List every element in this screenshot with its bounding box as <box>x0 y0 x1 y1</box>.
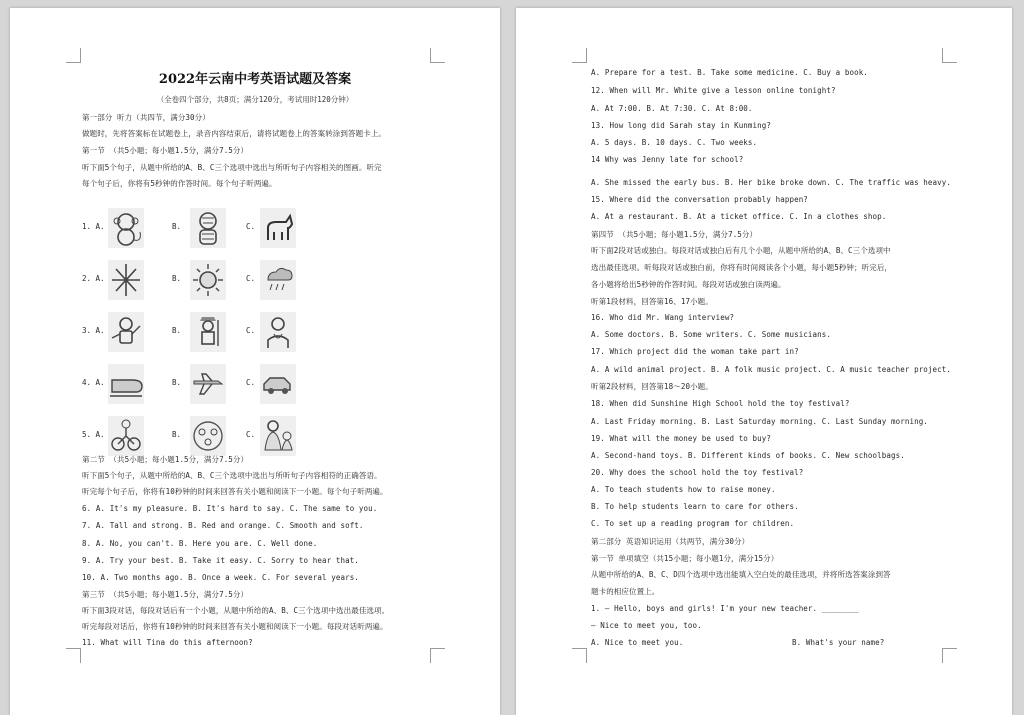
text-line: 第二部分 英语知识运用（共两节，满分30分） <box>591 537 750 546</box>
crop-mark-bottom-left <box>572 648 587 663</box>
text-line: A. At 7:00. B. At 7:30. C. At 8:00. <box>591 104 753 113</box>
text-line: 从题中所给的A、B、C、D四个选项中选出能填入空白处的最佳选项，并将所选答案涂到答 <box>591 570 891 579</box>
crop-mark-bottom-right <box>942 648 957 663</box>
cycling-family-icon[interactable] <box>108 416 144 456</box>
text-line: 12. When will Mr. White give a lesson online tonight? <box>591 86 836 95</box>
document-page-left <box>10 8 500 715</box>
car-icon[interactable] <box>260 364 296 404</box>
text-line: 第一部分 听力（共四节，满分30分） <box>82 113 210 122</box>
text-line: 13. How long did Sarah stay in Kunming? <box>591 121 771 130</box>
text-line: A. She missed the early bus. B. Her bike broke down. C. The traffic was heavy. <box>591 178 951 187</box>
text-line: 选出最佳选项。听每段对话或独白前，你将有时间阅读各个小题，每小题5秒钟；听完后， <box>591 263 893 272</box>
document-page-right <box>516 8 1012 715</box>
train-icon[interactable] <box>108 364 144 404</box>
question-number: 5. A. <box>82 430 105 439</box>
farmer-icon[interactable] <box>190 312 226 352</box>
question-number: 1. A. <box>82 222 105 231</box>
option-b-label: B. <box>172 326 182 335</box>
crop-mark-top-left <box>66 48 81 63</box>
text-line: 听完每段对话后，你将有10秒钟的时间来回答有关小题和阅读下一小题。每段对话听两遍。 <box>82 622 388 631</box>
option-c-label: C. <box>246 378 256 387</box>
document-subtitle: （全卷四个部分，共8页；满分120分，考试用时120分钟） <box>156 95 354 104</box>
mother-child-icon[interactable] <box>260 416 296 456</box>
text-line: 16. Who did Mr. Wang interview? <box>591 313 735 322</box>
text-line: 做题时，先将答案标在试题卷上，录音内容结束后，请将试题卷上的答案转涂到答题卡上。 <box>82 129 386 138</box>
text-line: 14 Why was Jenny late for school? <box>591 155 744 164</box>
text-line: 15. Where did the conversation probably happen? <box>591 195 808 204</box>
option-c-label: C. <box>246 274 256 283</box>
text-line: 各小题将给出5秒钟的作答时间。每段对话或独白读两遍。 <box>591 280 786 289</box>
text-line: 听第2段材料，回答第18～20小题。 <box>591 382 713 391</box>
crop-mark-bottom-right <box>430 648 445 663</box>
option-b-label: B. <box>172 274 182 283</box>
option-c-label: C. <box>246 430 256 439</box>
text-line: 听第1段材料，回答第16、17小题。 <box>591 297 713 306</box>
text-line: A. A wild animal project. B. A folk music project. C. A music teacher project. <box>591 365 951 374</box>
plane-icon[interactable] <box>190 364 226 404</box>
text-line: 9. A. Try your best. B. Take it easy. C. Sorry to hear that. <box>82 556 359 565</box>
text-line: C. To set up a reading program for children. <box>591 519 795 528</box>
question-number: 4. A. <box>82 378 105 387</box>
horse-icon[interactable] <box>260 208 296 248</box>
text-line: 7. A. Tall and strong. B. Red and orange. C. Smooth and soft. <box>82 521 364 530</box>
monkey-icon[interactable] <box>108 208 144 248</box>
text-line: 20. Why does the school hold the toy festival? <box>591 468 804 477</box>
text-line: 第二节 （共5小题；每小题1.5分，满分7.5分） <box>82 455 249 464</box>
text-line: B. To help students learn to care for others. <box>591 502 799 511</box>
crop-mark-top-right <box>430 48 445 63</box>
text-line: — Nice to meet you, too. <box>591 621 702 630</box>
option-c-label: C. <box>246 222 256 231</box>
option-b-label: B. <box>172 430 182 439</box>
option-b-label: B. <box>172 378 182 387</box>
text-line: 听下面5个句子，从题中所给的A、B、C三个选项中选出与所听句子内容相符的正确答语。 <box>82 471 382 480</box>
crop-mark-top-right <box>942 48 957 63</box>
text-line: A. Prepare for a test. B. Take some medicine. C. Buy a book. <box>591 68 868 77</box>
text-line: A. Second-hand toys. B. Different kinds of books. C. New schoolbags. <box>591 451 905 460</box>
text-line: 1. — Hello, boys and girls! I'm your new teacher. ________ <box>591 604 859 613</box>
text-line: 听下面2段对话或独白。每段对话或独白后有几个小题，从题中所给的A、B、C三个选项中 <box>591 246 891 255</box>
text-line: 11. What will Tina do this afternoon? <box>82 638 253 647</box>
crop-mark-bottom-left <box>66 648 81 663</box>
answer-option-a: A. Nice to meet you. <box>591 638 684 647</box>
crop-mark-top-left <box>572 48 587 63</box>
text-line: 第三节 （共5小题；每小题1.5分，满分7.5分） <box>82 590 249 599</box>
text-line: A. To teach students how to raise money. <box>591 485 776 494</box>
snowflake-icon[interactable] <box>108 260 144 300</box>
question-number: 3. A. <box>82 326 105 335</box>
text-line: 18. When did Sunshine High School hold the toy festival? <box>591 399 850 408</box>
tiger-icon[interactable] <box>190 208 226 248</box>
text-line: 听下面3段对话，每段对话后有一个小题，从题中所给的A、B、C三个选项中选出最佳选项。 <box>82 606 390 615</box>
option-b-label: B. <box>172 222 182 231</box>
text-line: 8. A. No, you can't. B. Here you are. C. Well done. <box>82 539 318 548</box>
option-c-label: C. <box>246 326 256 335</box>
answer-option-b: B. What's your name? <box>792 638 885 647</box>
text-line: 10. A. Two months ago. B. Once a week. C. For several years. <box>82 573 359 582</box>
group-kids-icon[interactable] <box>190 416 226 456</box>
doctor-icon[interactable] <box>260 312 296 352</box>
text-line: 听完每个句子后，你将有10秒钟的时间来回答有关小题和阅读下一小题。每个句子听两遍。 <box>82 487 388 496</box>
text-line: 第一节 单项填空（共15小题；每小题1分，满分15分） <box>591 554 779 563</box>
rain-cloud-icon[interactable] <box>260 260 296 300</box>
question-number: 2. A. <box>82 274 105 283</box>
text-line: A. 5 days. B. 10 days. C. Two weeks. <box>591 138 758 147</box>
text-line: A. Last Friday morning. B. Last Saturday morning. C. Last Sunday morning. <box>591 417 928 426</box>
sun-icon[interactable] <box>190 260 226 300</box>
text-line: A. Some doctors. B. Some writers. C. Some musicians. <box>591 330 831 339</box>
text-line: 17. Which project did the woman take part in? <box>591 347 799 356</box>
text-line: A. At a restaurant. B. At a ticket office. C. In a clothes shop. <box>591 212 887 221</box>
text-line: 听下面5个句子，从题中所给的A、B、C三个选项中选出与所听句子内容相关的图画。听完 <box>82 163 382 172</box>
text-line: 第四节 （共5小题；每小题1.5分，满分7.5分） <box>591 230 758 239</box>
astronaut-icon[interactable] <box>108 312 144 352</box>
text-line: 第一节 （共5小题；每小题1.5分，满分7.5分） <box>82 146 249 155</box>
text-line: 6. A. It's my pleasure. B. It's hard to say. C. The same to you. <box>82 504 378 513</box>
document-title: 2022年云南中考英语试题及答案 <box>158 72 352 87</box>
text-line: 题卡的相应位置上。 <box>591 587 660 596</box>
text-line: 19. What will the money be used to buy? <box>591 434 771 443</box>
text-line: 每个句子后，你将有5秒钟的作答时间。每个句子听两遍。 <box>82 179 277 188</box>
